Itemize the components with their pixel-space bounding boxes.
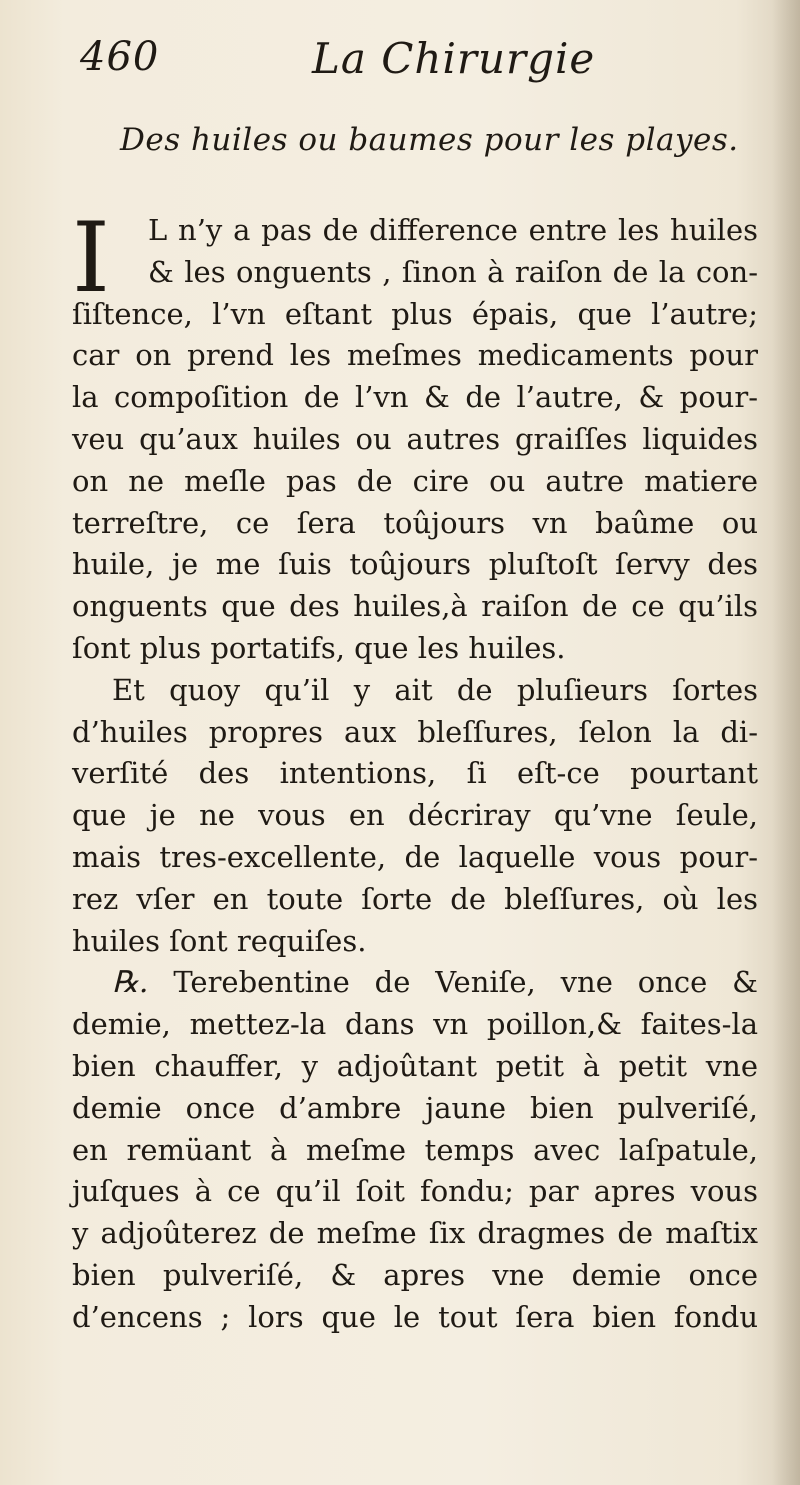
text-line: y adjoûterez de meſme ſix dragmes de maſtix [72,1216,758,1251]
page-gutter-shadow [772,0,800,1485]
running-title: La Chirurgie [312,34,596,83]
text-line: L n’y a pas de difference entre les huiles [148,213,758,247]
text-line-with-symbol [72,962,758,1004]
recipe-symbol: ℞. [112,965,149,1001]
text-line: verſité des intentions, ſi eſt-ce pourtant [72,756,758,791]
section-title: Des huiles ou baumes pour les playes. [120,122,739,158]
text-line: demie once d’ambre jaune bien pulveriſé, [72,1090,758,1125]
drop-cap: I [72,202,110,314]
running-head [80,30,760,90]
text-line: d’encens ; lors que le tout ſera bien fondu [72,1299,758,1334]
text-line: bien pulveriſé, & apres vne demie once [72,1257,758,1292]
text-line: rez vſer en toute ſorte de bleſſures, où les [72,881,758,916]
text-line: demie, mettez-la dans vn poillon,& faites-la [72,1007,758,1042]
text-line: en remüant à meſme temps avec laſpatule, [72,1132,758,1167]
text-line: juſques à ce qu’il ſoit fondu; par apres vous [72,1174,758,1209]
body-text [72,202,758,1339]
text-line: on ne meſle pas de cire ou autre matiere [72,463,758,498]
text-line: Terebentine de Veniſe, vne once & [148,965,758,1000]
text-line: terreſtre, ce ſera toûjours vn baûme ou [72,505,758,540]
text-line: veu qu’aux huiles ou autres graiſſes liquides [72,421,758,456]
text-line: ſiſtence, l’vn eſtant plus épais, que l’autre; [72,296,758,331]
text-line: huile, je me ſuis toûjours pluſtoſt ſervy des [72,547,758,582]
text-line: Et quoy qu’il y ait de pluſieurs ſortes [112,672,758,707]
text-line: d’huiles propres aux bleſſures, ſelon la di- [72,714,758,749]
page-number: 460 [80,34,160,80]
text-line: & les onguents , ſinon à raiſon de la con- [148,254,758,289]
text-line: onguents que des huiles,à raiſon de ce qu’ils [72,589,758,624]
text-line: ſont plus portatifs, que les huiles. [72,630,566,665]
text-line: la compoſition de l’vn & de l’autre, & pour- [72,380,758,415]
text-line: car on prend les meſmes medicaments pour [72,338,758,373]
text-line: mais tres-excellente, de laquelle vous pour- [72,839,758,874]
text-line: huiles ſont requiſes. [72,923,367,958]
text-line: que je ne vous en décriray qu’vne ſeule, [72,798,758,833]
text-line: bien chauffer, y adjoûtant petit à petit vne [72,1048,758,1083]
